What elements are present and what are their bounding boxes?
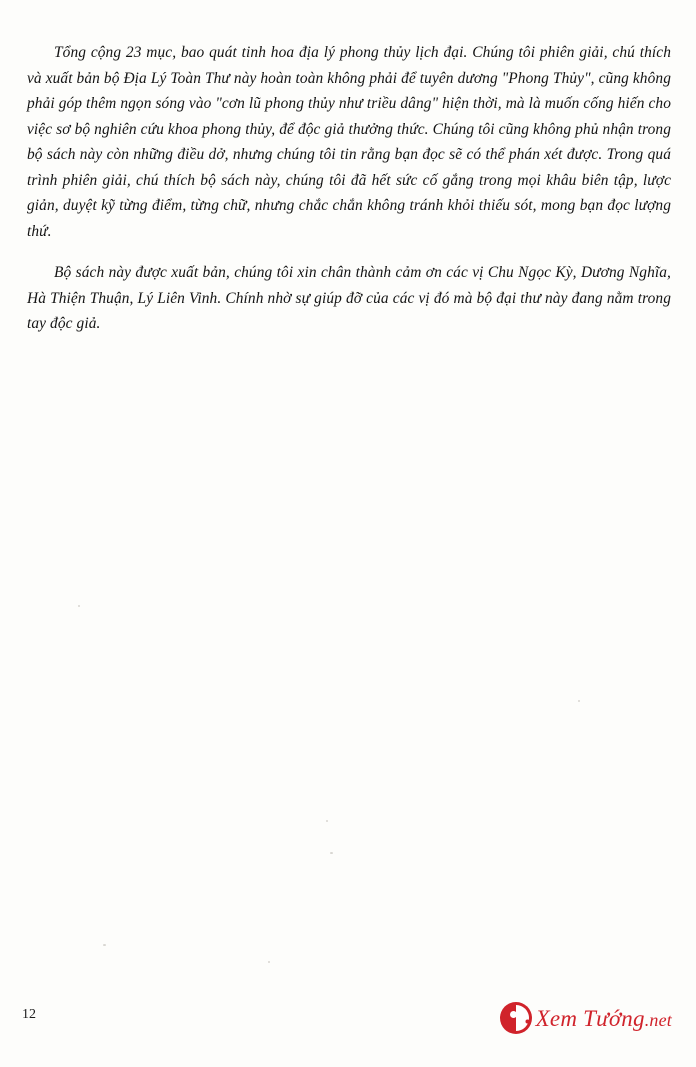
- scan-speck: [326, 820, 328, 822]
- paragraph: Bộ sách này được xuất bản, chúng tôi xin chân thành cảm ơn các vị Chu Ngọc Kỳ, Dương Nghĩa, Hà Thiện Thuận, Lý Liên Vinh. Chính nhờ sự giúp đỡ của các vị đó mà bộ đại thư này đang nằm trong tay độc giả.: [27, 264, 671, 332]
- scan-speck: [330, 852, 333, 854]
- scan-speck: [103, 944, 106, 946]
- scan-speck: [78, 605, 80, 607]
- scan-speck: [268, 961, 270, 963]
- watermark-domain: .net: [644, 1009, 672, 1030]
- watermark-name: Xem Tướng: [535, 1005, 645, 1031]
- watermark: [501, 1003, 672, 1033]
- watermark-text: [536, 1007, 672, 1030]
- page-body: [27, 40, 671, 337]
- scan-speck: [578, 700, 580, 702]
- yin-yang-icon: [501, 1003, 531, 1033]
- paragraph: Tổng cộng 23 mục, bao quát tinh hoa địa lý phong thủy lịch đại. Chúng tôi phiên giải, chú thích và xuất bản bộ Địa Lý Toàn Thư này hoàn toàn không phải để tuyên dương "Phong Thủy", cũng không phải góp thêm ngọn sóng vào "cơn lũ phong thủy như triều dâng" hiện thời, mà là muốn cống hiến cho việc sơ bộ nghiên cứu khoa phong thủy, để độc giả thưởng thức. Chúng tôi cũng không phủ nhận trong bộ sách này còn những điều dở, nhưng chúng tôi tin rằng bạn đọc sẽ có thể phán xét được. Trong quá trình phiên giải, chú thích bộ sách này, chúng tôi đã hết sức cố gắng trong mọi khâu biên tập, lược giản, duyệt kỹ từng điểm, từng chữ, nhưng chắc chắn không tránh khỏi thiếu sót, mong bạn đọc lượng thứ.: [27, 44, 671, 240]
- page-number: 12: [22, 1007, 36, 1022]
